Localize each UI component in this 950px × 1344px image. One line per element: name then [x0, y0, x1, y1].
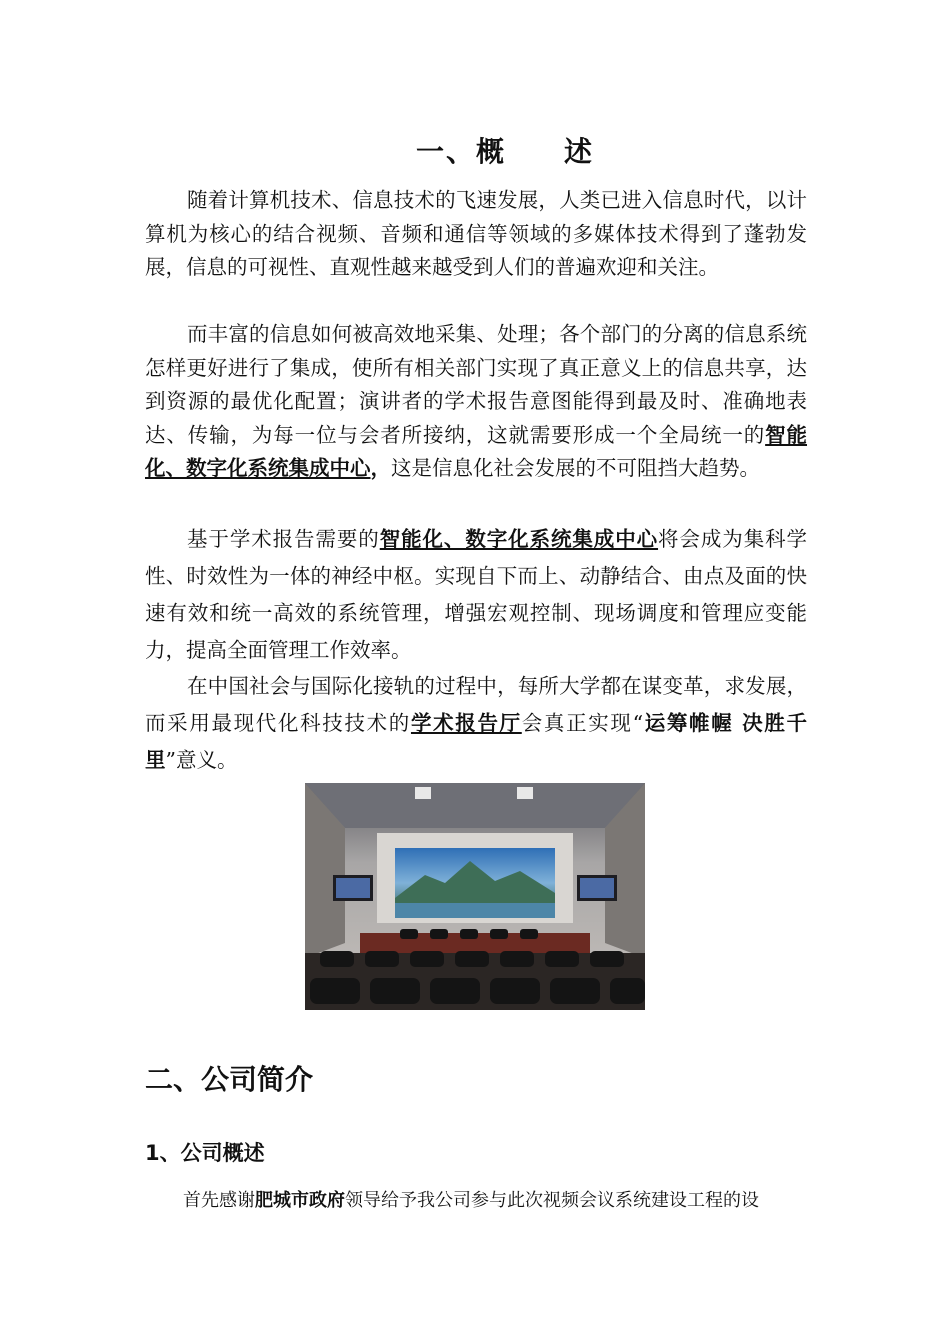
paragraph-3-text-a: 基于学术报告需要的	[187, 527, 380, 551]
subsection-title-company-overview: 1、公司概述	[145, 1141, 265, 1165]
paragraph-3	[145, 521, 807, 669]
lecture-hall-photo	[305, 783, 645, 1010]
paragraph-5-bold: 肥城市政府	[255, 1190, 345, 1211]
paragraph-4-emphasis: 学术报告厅	[410, 711, 522, 735]
paragraph-4-bold: 运筹帷幄 决胜千里	[145, 711, 807, 772]
paragraph-4	[145, 668, 807, 779]
paragraph-2-comma: ，	[370, 456, 391, 480]
paragraph-5-text-a: 首先感谢	[183, 1190, 255, 1211]
paragraph-3-text-b: 将会成为集科学性、时效性为一体的神经中枢。实现自下而上、动静结合、由点及面的快速有效和统一高效的系统管理，增强宏观控制、现场调度和管理应变能力，提高全面管理工作效率。	[145, 527, 808, 662]
paragraph-2	[145, 318, 807, 486]
paragraph-2-emphasis: 智能化、数字化系统集成中心	[145, 422, 808, 480]
paragraph-5-text-b: 领导给予我公司参与此次视频会议系统建设工程的设	[345, 1190, 759, 1211]
paragraph-1-text: 随着计算机技术、信息技术的飞速发展，人类已进入信息时代，以计算机为核心的结合视频、音频和通信等领域的多媒体技术得到了蓬勃发展，信息的可视性、直观性越来越受到人们的普遍欢迎和关注。	[145, 188, 807, 279]
paragraph-4-text-b: 会真正实现“	[521, 711, 644, 735]
section-title-overview	[0, 130, 950, 170]
lecture-hall-illustration	[305, 783, 645, 1010]
paragraph-5	[145, 1186, 825, 1216]
paragraph-2-text-a: 而丰富的信息如何被高效地采集、处理；各个部门的分离的信息系统怎样更好进行了集成，使所有相关部门实现了真正意义上的信息共享，达到资源的最优化配置；演讲者的学术报告意图能得到最及时、准确地表达、传输，为每一位与会者所接纳，这就需要形成一个全局统一的	[145, 322, 807, 447]
title-part2: 述	[564, 135, 595, 168]
section-title-company-intro: 二、公司简介	[145, 1063, 314, 1096]
paragraph-2-text-c: 这是信息化社会发展的不可阻挡大趋势。	[391, 456, 760, 480]
paragraph-1	[145, 184, 807, 285]
paragraph-4-text-c: ”意义。	[165, 748, 238, 772]
paragraph-4-text-a: 在中国社会与国际化接轨的过程中，每所大学都在谋变革，求发展，而采用最现代化科技技术的	[145, 674, 807, 735]
paragraph-3-emphasis: 智能化、数字化系统集成中心	[379, 527, 659, 551]
title-part1: 一、概	[415, 135, 506, 168]
